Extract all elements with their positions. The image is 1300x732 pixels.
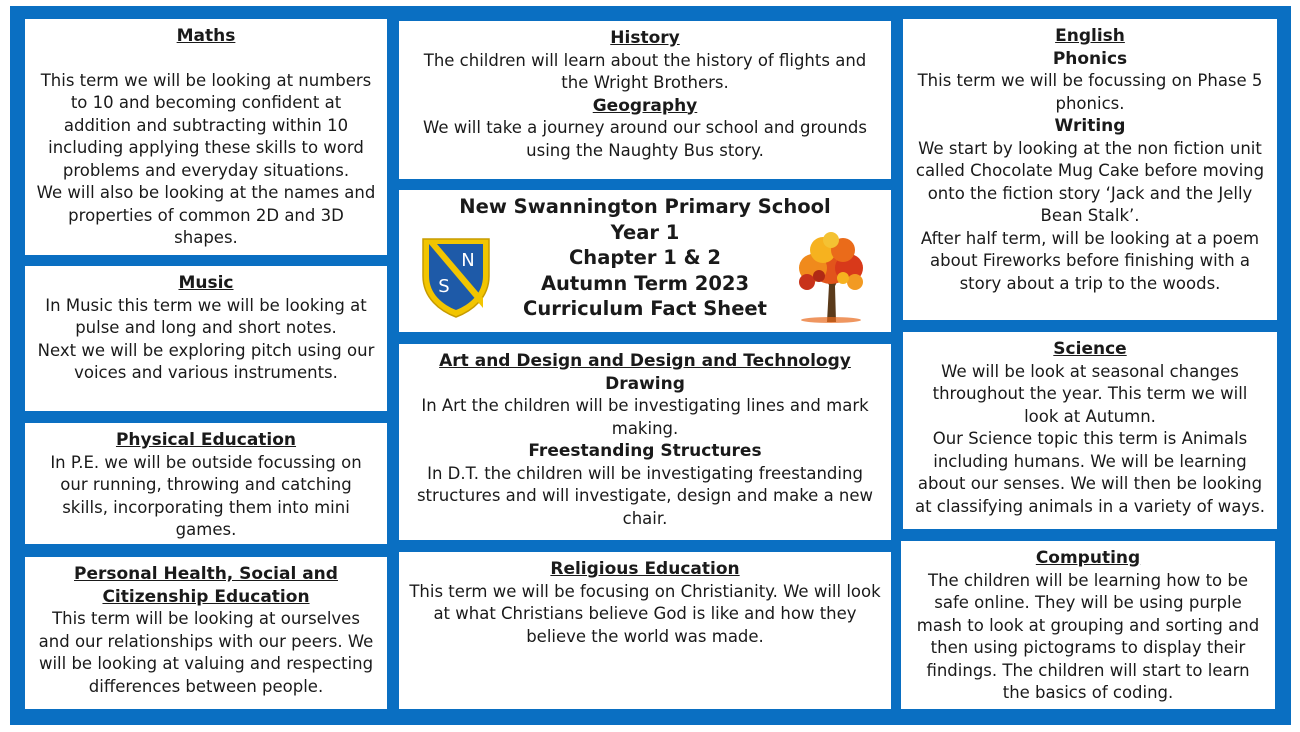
pe-text: In P.E. we will be outside focussing on our running, throwing and catching skills, incorporating them into mini games. [50,452,362,539]
writing-text-2: After half term, will be looking at a poem about Fireworks before finishing with a story about a trip to the woods. [920,228,1260,293]
music-heading: Music [178,273,234,293]
pshe-box [25,557,387,709]
writing-subheading: Writing [1054,116,1126,136]
history-heading: History [610,28,680,48]
art-dt-box [399,344,891,540]
science-text-2: Our Science topic this term is Animals including humans. We will be learning about our senses. We will then be looking at classifying animals in a variety of ways. [914,429,1266,516]
music-text-1: In Music this term we will be looking at pulse and long and short notes. [45,295,367,337]
pe-heading: Physical Education [115,430,297,450]
school-crest-icon [420,236,492,320]
re-box [399,552,891,709]
sheet-title: Curriculum Fact Sheet [523,297,767,320]
pe-box [25,423,387,544]
maths-text-1: This term we will be looking at numbers to 10 and becoming confident at addition and subtracting within 10 including applying these skills to word problems and everyday situations. [40,70,372,180]
crest-letter-s: S [438,276,450,297]
science-box [903,332,1277,529]
writing-text-1: We start by looking at the non fiction unit called Chocolate Mug Cake before moving onto the fiction story ‘Jack and the Jelly Bean Stalk’. [915,138,1265,225]
re-heading: Religious Education [550,559,740,579]
term-label: Autumn Term 2023 [540,271,750,295]
geography-text: We will take a journey around our school and grounds using the Naughty Bus story. [422,118,868,160]
history-text: The children will learn about the history of flights and the Wright Brothers. [423,50,867,92]
chapter-label: Chapter 1 & 2 [569,246,721,269]
pshe-text: This term will be looking at ourselves and our relationships with our peers. We will be looking at valuing and respecting differences between people. [38,609,374,696]
maths-box [25,19,387,255]
crest-letter-n: N [461,250,475,271]
maths-heading: Maths [176,26,236,46]
english-box [903,19,1277,320]
pshe-heading: Personal Health, Social and Citizenship Education [74,564,338,607]
year-group: Year 1 [610,220,680,244]
science-text-1: We will be look at seasonal changes throughout the year. This term we will look at Autumn. [932,361,1248,426]
history-box [399,21,891,179]
computing-heading: Computing [1035,548,1141,568]
re-text: This term we will be focusing on Christianity. We will look at what Christians believe God is like and how they believe the world was made. [409,581,881,646]
phonics-subheading: Phonics [1052,48,1128,69]
autumn-tree-icon [793,230,869,324]
computing-text: The children will be learning how to be safe online. They will be using purple mash to look at grouping and sorting and then using pictograms to display their findings. The children will start to learn the basics of coding. [916,570,1260,702]
science-heading: Science [1053,339,1127,359]
english-heading: English [1055,26,1125,46]
school-name: New Swannington Primary School [459,195,831,218]
art-heading: Art and Design and Design and Technology [439,351,851,371]
music-box [25,266,387,411]
computing-box [901,541,1275,709]
maths-text-2: We will also be looking at the names and properties of common 2D and 3D shapes. [36,183,376,247]
dt-text: In D.T. the children will be investigating freestanding structures and will investigate, design and make a new chair. [416,463,874,528]
phonics-text: This term we will be focussing on Phase 5 phonics. [917,71,1263,113]
drawing-subheading: Drawing [605,373,685,394]
geography-heading: Geography [592,95,698,116]
music-text-2: Next we will be exploring pitch using our voices and various instruments. [37,340,375,382]
structures-subheading: Freestanding Structures [528,441,762,461]
art-text: In Art the children will be investigating lines and mark making. [421,396,869,438]
